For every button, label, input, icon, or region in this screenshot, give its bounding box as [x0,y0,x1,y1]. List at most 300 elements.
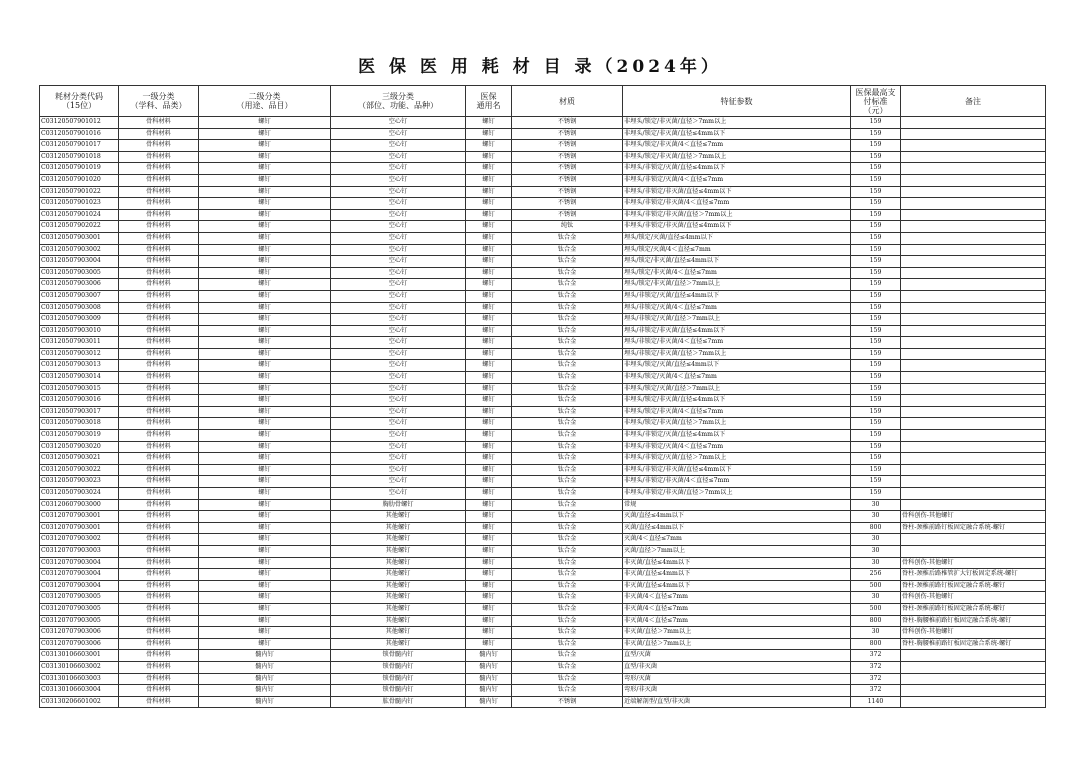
cell-level2: 螺钉 [199,430,331,442]
cell-level3: 空心钉 [331,174,466,186]
cell-remarks: 脊柱-颈椎前路钉板固定融合系统-螺钉 [901,522,1046,534]
cell-material: 不锈钢 [512,186,623,198]
cell-remarks: 脊柱-颈椎前路钉板固定融合系统-螺钉 [901,603,1046,615]
table-row [40,360,1046,372]
cell-common-name: 螺钉 [466,488,512,500]
cell-remarks [901,395,1046,407]
cell-level2: 髓内钉 [199,661,331,673]
cell-code: C03120507901020 [40,174,119,186]
cell-common-name: 螺钉 [466,383,512,395]
cell-code: C03120507901023 [40,198,119,210]
cell-common-name: 螺钉 [466,140,512,152]
cell-common-name: 螺钉 [466,163,512,175]
cell-material: 不锈钢 [512,117,623,129]
cell-level3: 胸肋骨螺钉 [331,499,466,511]
cell-max-payment: 159 [851,314,901,326]
table-body [40,117,1046,708]
cell-code: C03120507903021 [40,453,119,465]
cell-level1: 骨科材料 [119,256,199,268]
cell-level3: 空心钉 [331,395,466,407]
table-row [40,418,1046,430]
cell-level1: 骨科材料 [119,464,199,476]
cell-features: 直型/非灭菌 [623,661,851,673]
catalog-table [39,85,1046,708]
cell-common-name: 螺钉 [466,406,512,418]
cell-max-payment: 159 [851,464,901,476]
cell-material: 钛合金 [512,627,623,639]
cell-features: 非灭菌/直径＞7mm以上 [623,627,851,639]
cell-material: 钛合金 [512,372,623,384]
cell-material: 钛合金 [512,476,623,488]
cell-level3: 空心钉 [331,476,466,488]
cell-features: 常规 [623,499,851,511]
cell-remarks: 骨科创伤-其他螺钉 [901,627,1046,639]
cell-features: 非埋头/非锁定/非灭菌/4＜直径≤7mm [623,198,851,210]
header-max-payment: 医保最高支付标准 （元） [851,86,901,117]
table-row [40,545,1046,557]
cell-level1: 骨科材料 [119,580,199,592]
cell-remarks [901,267,1046,279]
cell-level3: 空心钉 [331,302,466,314]
cell-code: C03120507903004 [40,256,119,268]
cell-features: 非埋头/锁定/非灭菌/直径≤4mm以下 [623,128,851,140]
table-row [40,569,1046,581]
cell-level2: 螺钉 [199,140,331,152]
cell-common-name: 螺钉 [466,186,512,198]
cell-common-name: 螺钉 [466,267,512,279]
cell-common-name: 螺钉 [466,453,512,465]
cell-features: 非灭菌/4＜直径≤7mm [623,603,851,615]
cell-code: C03130106603002 [40,661,119,673]
cell-remarks [901,476,1046,488]
cell-remarks [901,163,1046,175]
cell-code: C03120707903004 [40,569,119,581]
table-row [40,488,1046,500]
table-row [40,557,1046,569]
cell-remarks [901,302,1046,314]
cell-max-payment: 159 [851,221,901,233]
cell-level2: 螺钉 [199,418,331,430]
table-row [40,395,1046,407]
table-row [40,627,1046,639]
cell-features: 非灭菌/4＜直径≤7mm [623,592,851,604]
cell-features: 非埋头/非锁定/灭菌/直径≤4mm以下 [623,163,851,175]
table-row [40,279,1046,291]
cell-material: 钛合金 [512,488,623,500]
table-row [40,661,1046,673]
cell-level3: 空心钉 [331,406,466,418]
cell-material: 钛合金 [512,511,623,523]
cell-level1: 骨科材料 [119,117,199,129]
cell-material: 钛合金 [512,545,623,557]
cell-material: 钛合金 [512,395,623,407]
cell-remarks [901,279,1046,291]
cell-common-name: 螺钉 [466,302,512,314]
cell-level1: 骨科材料 [119,430,199,442]
cell-remarks: 脊柱-颈椎后路椎管扩大钉板固定系统-螺钉 [901,569,1046,581]
cell-level1: 骨科材料 [119,279,199,291]
cell-common-name: 髓内钉 [466,650,512,662]
table-row [40,140,1046,152]
table-row [40,198,1046,210]
cell-features: 非埋头/非锁定/灭菌/4＜直径≤7mm [623,174,851,186]
cell-max-payment: 159 [851,140,901,152]
cell-common-name: 螺钉 [466,545,512,557]
cell-level1: 骨科材料 [119,267,199,279]
cell-level2: 螺钉 [199,221,331,233]
cell-remarks: 脊柱-颈椎前路钉板固定融合系统-螺钉 [901,580,1046,592]
cell-level2: 螺钉 [199,511,331,523]
cell-max-payment: 159 [851,441,901,453]
cell-max-payment: 30 [851,545,901,557]
cell-code: C03120507903007 [40,290,119,302]
cell-features: 非灭菌/直径＞7mm以上 [623,638,851,650]
cell-common-name: 螺钉 [466,348,512,360]
cell-code: C03120507903017 [40,406,119,418]
cell-level2: 螺钉 [199,290,331,302]
cell-common-name: 螺钉 [466,256,512,268]
cell-level2: 螺钉 [199,534,331,546]
cell-level2: 螺钉 [199,603,331,615]
cell-level1: 骨科材料 [119,372,199,384]
cell-level3: 空心钉 [331,128,466,140]
cell-level1: 骨科材料 [119,627,199,639]
cell-level2: 螺钉 [199,441,331,453]
cell-level3: 空心钉 [331,117,466,129]
cell-material: 钛合金 [512,499,623,511]
cell-code: C03120707903006 [40,638,119,650]
cell-level1: 骨科材料 [119,128,199,140]
cell-remarks [901,685,1046,697]
table-row [40,314,1046,326]
cell-level1: 骨科材料 [119,232,199,244]
cell-remarks [901,117,1046,129]
table-row [40,453,1046,465]
cell-level1: 骨科材料 [119,603,199,615]
cell-material: 钛合金 [512,430,623,442]
cell-features: 非灭菌/直径≤4mm以下 [623,557,851,569]
cell-level2: 螺钉 [199,174,331,186]
cell-max-payment: 159 [851,267,901,279]
cell-material: 钛合金 [512,244,623,256]
cell-remarks [901,128,1046,140]
cell-code: C03120507903016 [40,395,119,407]
cell-common-name: 螺钉 [466,314,512,326]
cell-code: C03120707903001 [40,522,119,534]
header-remarks: 备注 [901,86,1046,117]
cell-level2: 螺钉 [199,615,331,627]
cell-code: C03120507901012 [40,117,119,129]
cell-max-payment: 30 [851,534,901,546]
cell-common-name: 螺钉 [466,117,512,129]
cell-remarks [901,337,1046,349]
cell-max-payment: 800 [851,522,901,534]
table-row [40,383,1046,395]
cell-remarks: 脊柱-胸腰椎前路钉板固定融合系统-螺钉 [901,615,1046,627]
cell-level3: 空心钉 [331,464,466,476]
table-row [40,267,1046,279]
cell-common-name: 螺钉 [466,198,512,210]
cell-level2: 螺钉 [199,627,331,639]
cell-level1: 骨科材料 [119,337,199,349]
cell-level3: 空心钉 [331,221,466,233]
cell-remarks [901,696,1046,708]
cell-level2: 髓内钉 [199,696,331,708]
cell-level1: 骨科材料 [119,592,199,604]
cell-level3: 空心钉 [331,441,466,453]
cell-level1: 骨科材料 [119,325,199,337]
cell-level2: 螺钉 [199,638,331,650]
cell-remarks [901,256,1046,268]
cell-code: C03130106603001 [40,650,119,662]
cell-max-payment: 159 [851,128,901,140]
cell-remarks: 骨科创伤-其他螺钉 [901,511,1046,523]
cell-level3: 其他螺钉 [331,511,466,523]
cell-max-payment: 500 [851,580,901,592]
cell-level2: 髓内钉 [199,685,331,697]
cell-code: C03120507901017 [40,140,119,152]
cell-remarks: 骨科创伤-其他螺钉 [901,592,1046,604]
cell-level2: 螺钉 [199,464,331,476]
cell-max-payment: 159 [851,244,901,256]
cell-features: 灭菌/直径≤4mm以下 [623,511,851,523]
cell-material: 钛合金 [512,325,623,337]
cell-level1: 骨科材料 [119,638,199,650]
cell-code: C03120507903020 [40,441,119,453]
cell-level2: 螺钉 [199,383,331,395]
cell-remarks: 骨科创伤-其他螺钉 [901,557,1046,569]
cell-common-name: 螺钉 [466,627,512,639]
cell-code: C03120507903001 [40,232,119,244]
cell-material: 钛合金 [512,685,623,697]
cell-level2: 螺钉 [199,499,331,511]
cell-level2: 螺钉 [199,186,331,198]
cell-level1: 骨科材料 [119,534,199,546]
cell-max-payment: 256 [851,569,901,581]
cell-features: 弯形/非灭菌 [623,685,851,697]
cell-level1: 骨科材料 [119,151,199,163]
cell-level1: 骨科材料 [119,290,199,302]
table-header-row [40,86,1046,117]
table-row [40,128,1046,140]
cell-level2: 螺钉 [199,337,331,349]
cell-material: 钛合金 [512,360,623,372]
cell-code: C03120507901016 [40,128,119,140]
cell-remarks [901,453,1046,465]
cell-features: 埋头/非锁定/非灭菌/4＜直径≤7mm [623,337,851,349]
cell-material: 不锈钢 [512,696,623,708]
cell-level3: 其他螺钉 [331,557,466,569]
cell-features: 灭菌/直径≤4mm以下 [623,522,851,534]
cell-code: C03120507903010 [40,325,119,337]
cell-code: C03120507901022 [40,186,119,198]
cell-level2: 螺钉 [199,348,331,360]
cell-level3: 肱骨髓内钉 [331,696,466,708]
cell-remarks [901,430,1046,442]
cell-level1: 骨科材料 [119,348,199,360]
table-row [40,534,1046,546]
cell-remarks [901,383,1046,395]
cell-remarks [901,441,1046,453]
table-row [40,580,1046,592]
cell-remarks [901,244,1046,256]
cell-code: C03120707903005 [40,603,119,615]
cell-remarks [901,198,1046,210]
cell-remarks [901,140,1046,152]
cell-level3: 空心钉 [331,360,466,372]
cell-features: 埋头/锁定/非灭菌/4＜直径≤7mm [623,267,851,279]
table-row [40,441,1046,453]
cell-material: 纯钛 [512,221,623,233]
cell-max-payment: 30 [851,557,901,569]
cell-remarks [901,186,1046,198]
cell-level3: 其他螺钉 [331,615,466,627]
cell-level1: 骨科材料 [119,140,199,152]
cell-code: C03120707903005 [40,615,119,627]
cell-code: C03120707903006 [40,627,119,639]
cell-level3: 空心钉 [331,325,466,337]
cell-features: 灭菌/4＜直径≤7mm [623,534,851,546]
cell-common-name: 螺钉 [466,337,512,349]
cell-features: 非埋头/锁定/非灭菌/4＜直径≤7mm [623,406,851,418]
cell-common-name: 螺钉 [466,592,512,604]
cell-max-payment: 159 [851,383,901,395]
cell-features: 埋头/锁定/非灭菌/直径≤4mm以下 [623,256,851,268]
cell-remarks [901,418,1046,430]
cell-max-payment: 159 [851,186,901,198]
cell-level1: 骨科材料 [119,499,199,511]
cell-code: C03120507902022 [40,221,119,233]
table-row [40,603,1046,615]
cell-max-payment: 500 [851,603,901,615]
cell-level1: 骨科材料 [119,650,199,662]
cell-level2: 螺钉 [199,117,331,129]
cell-code: C03130106603004 [40,685,119,697]
cell-max-payment: 159 [851,430,901,442]
table-row [40,221,1046,233]
header-level2: 二级分类 （用途、品目） [199,86,331,117]
cell-common-name: 螺钉 [466,418,512,430]
cell-remarks [901,221,1046,233]
cell-level1: 骨科材料 [119,302,199,314]
table-row [40,151,1046,163]
cell-code: C03120507903015 [40,383,119,395]
cell-common-name: 螺钉 [466,464,512,476]
cell-max-payment: 159 [851,406,901,418]
cell-max-payment: 30 [851,592,901,604]
cell-remarks [901,232,1046,244]
table-row [40,638,1046,650]
cell-level3: 空心钉 [331,430,466,442]
cell-common-name: 螺钉 [466,430,512,442]
cell-common-name: 螺钉 [466,360,512,372]
cell-material: 钛合金 [512,603,623,615]
cell-max-payment: 159 [851,163,901,175]
cell-level3: 其他螺钉 [331,569,466,581]
cell-remarks [901,406,1046,418]
cell-material: 钛合金 [512,650,623,662]
cell-code: C03130206601002 [40,696,119,708]
table-row [40,290,1046,302]
table-row [40,615,1046,627]
cell-common-name: 螺钉 [466,476,512,488]
cell-level3: 空心钉 [331,418,466,430]
cell-level3: 空心钉 [331,372,466,384]
cell-common-name: 螺钉 [466,128,512,140]
cell-features: 非埋头/非锁定/灭菌/4＜直径≤7mm [623,441,851,453]
cell-code: C03120507903005 [40,267,119,279]
cell-common-name: 螺钉 [466,499,512,511]
cell-material: 钛合金 [512,580,623,592]
cell-level2: 螺钉 [199,453,331,465]
table-row [40,406,1046,418]
cell-level2: 螺钉 [199,569,331,581]
header-common-name: 医保 通用名 [466,86,512,117]
cell-max-payment: 800 [851,638,901,650]
table-row [40,430,1046,442]
cell-level2: 螺钉 [199,325,331,337]
cell-common-name: 螺钉 [466,232,512,244]
cell-max-payment: 159 [851,302,901,314]
table-row [40,163,1046,175]
cell-max-payment: 159 [851,337,901,349]
cell-common-name: 螺钉 [466,279,512,291]
cell-level1: 骨科材料 [119,418,199,430]
cell-material: 钛合金 [512,592,623,604]
cell-level1: 骨科材料 [119,545,199,557]
cell-level2: 螺钉 [199,128,331,140]
cell-features: 埋头/非锁定/灭菌/4＜直径≤7mm [623,302,851,314]
cell-common-name: 螺钉 [466,603,512,615]
cell-level1: 骨科材料 [119,314,199,326]
cell-code: C03120707903004 [40,557,119,569]
cell-common-name: 螺钉 [466,395,512,407]
cell-max-payment: 372 [851,685,901,697]
cell-level2: 螺钉 [199,198,331,210]
header-material: 材质 [512,86,623,117]
cell-level1: 骨科材料 [119,198,199,210]
cell-level2: 髓内钉 [199,673,331,685]
cell-level3: 空心钉 [331,151,466,163]
table-row [40,372,1046,384]
cell-level3: 其他螺钉 [331,522,466,534]
cell-features: 非埋头/锁定/灭菌/4＜直径≤7mm [623,372,851,384]
cell-common-name: 螺钉 [466,151,512,163]
cell-max-payment: 159 [851,476,901,488]
cell-code: C03120507903013 [40,360,119,372]
cell-material: 钛合金 [512,464,623,476]
table-row [40,522,1046,534]
table-row [40,256,1046,268]
cell-code: C03120507903023 [40,476,119,488]
cell-max-payment: 159 [851,232,901,244]
cell-code: C03120707903001 [40,511,119,523]
cell-common-name: 螺钉 [466,534,512,546]
cell-level3: 其他螺钉 [331,534,466,546]
header-level1: 一级分类 （学科、品类） [119,86,199,117]
cell-level1: 骨科材料 [119,511,199,523]
table-row [40,464,1046,476]
cell-max-payment: 159 [851,348,901,360]
cell-features: 埋头/非锁定/非灭菌/直径≤4mm以下 [623,325,851,337]
cell-material: 不锈钢 [512,140,623,152]
cell-level1: 骨科材料 [119,453,199,465]
cell-max-payment: 159 [851,453,901,465]
cell-max-payment: 159 [851,488,901,500]
cell-level3: 锁骨髓内钉 [331,685,466,697]
cell-common-name: 螺钉 [466,441,512,453]
cell-level1: 骨科材料 [119,615,199,627]
